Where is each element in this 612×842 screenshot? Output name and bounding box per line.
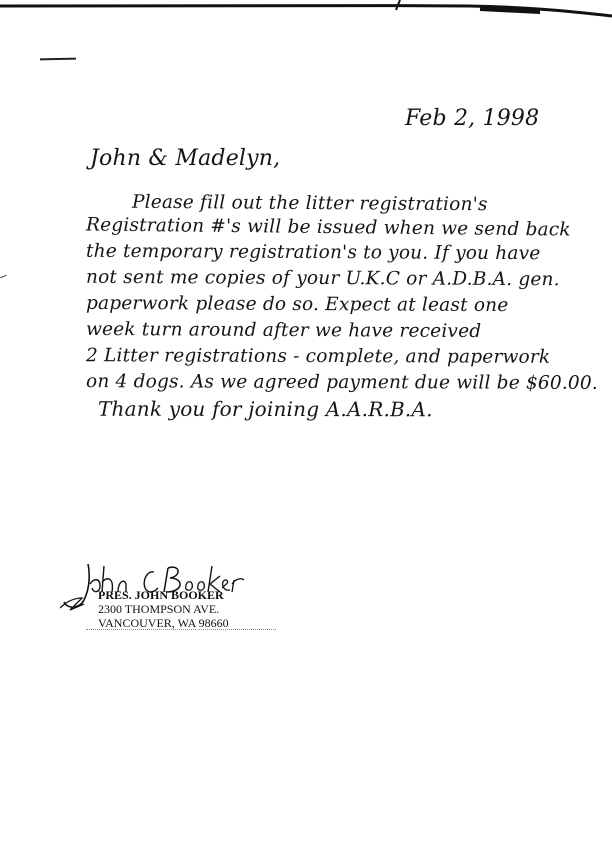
letter-date: Feb 2, 1998	[405, 106, 540, 131]
body-line: paperwork please do so. Expect at least one	[85, 292, 509, 317]
body-line: not sent me copies of your U.K.C or A.D.B.A. gen.	[85, 266, 560, 291]
salutation: John & Madelyn,	[90, 146, 281, 171]
sender-street: 2300 THOMPSON AVE.	[98, 602, 220, 616]
body-line: 2 Litter registrations - complete, and paperwork	[85, 345, 551, 368]
scan-edge-line	[0, 0, 612, 24]
body-line: Please fill out the litter registration's	[131, 191, 488, 216]
body-line: on 4 dogs. As we agreed payment due will be $60.00.	[85, 371, 599, 394]
body-line-closing: Thank you for joining A.A.R.B.A.	[97, 396, 433, 422]
margin-tick	[0, 275, 7, 279]
body-line: week turn around after we have received	[85, 318, 482, 343]
sender-city-state-zip: VANCOUVER, WA 98660	[98, 616, 229, 630]
body-line: Registration #'s will be issued when we send back	[85, 214, 571, 241]
margin-mark	[40, 58, 76, 61]
body-line: the temporary registration's to you. If you have	[85, 240, 541, 265]
sender-name: PRES. JOHN BOOKER	[98, 588, 224, 602]
address-underline	[86, 629, 276, 631]
